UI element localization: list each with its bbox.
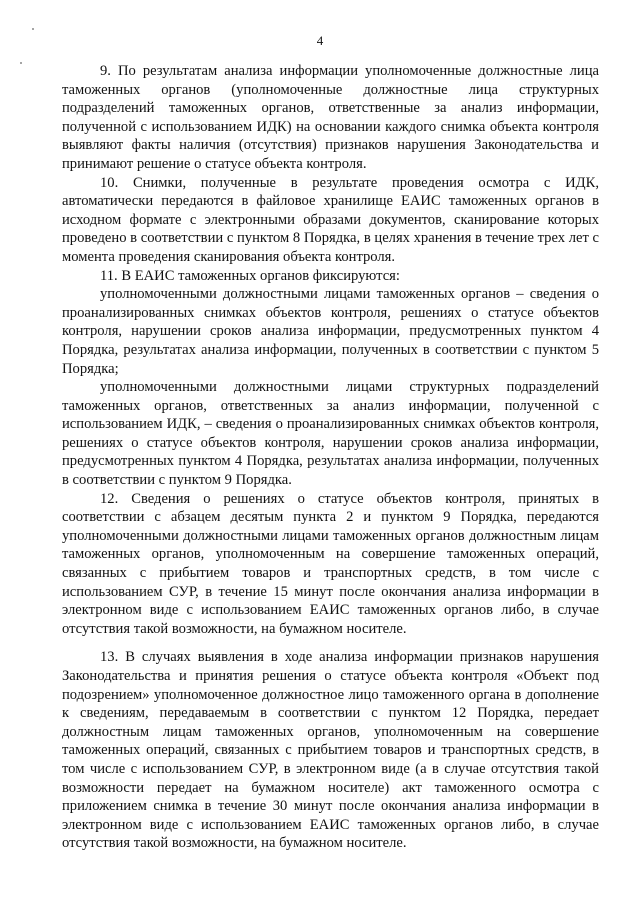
paragraph-13: 13. В случаях выявления в ходе анализа информации признаков нарушения Законодательства и принятия решения о статусе объекта контроля «Объект под подозрением» уполномоченное должностное лицо таможенного органа в дополнение к сведениям, передаваемым в соответствии с пунктом 12 Порядка, передает должностным лицам таможенных органов, уполномоченным на совершение таможенных операций, связанных с прибытием товаров и транспортных средств, в том числе с использованием СУР, в электронном виде (а в случае отсутствия такой возможности передает на бумажном носителе) акт таможенного осмотра с приложением снимка в течение 30 минут после окончания анализа информации в электронном виде с использованием ЕАИС таможенных органов либо, в случае отсутствия такой возможности, на бумажном носителе. <box>62 649 599 852</box>
paragraph-11: 11. В ЕАИС таможенных органов фиксируются: <box>100 267 400 284</box>
paragraph-11-item-1: уполномоченными должностными лицами таможенных органов – сведения о проанализированных снимках объектов контроля, решениях о статусе объектов контроля, нарушении сроков анализа информации, предусмотренных пунктом 4 Порядка, результатах анализа информации, полученных в соответствии с пунктом 5 Порядка; <box>62 286 599 377</box>
paragraph-12: 12. Сведения о решениях о статусе объектов контроля, принятых в соответствии с абзацем десятым пункта 2 и пунктом 9 Порядка, передаются уполномоченными должностными лицами таможенных органов должностным лицам таможенных органов, уполномоченным на совершение таможенных операций, связанных с прибытием товаров и транспортных средств, в том числе с использованием СУР, в течение 15 минут после окончания анализа информации в электронном виде с использованием ЕАИС таможенных органов либо, в случае отсутствия такой возможности, на бумажном носителе. <box>62 490 599 637</box>
page-number: 4 <box>316 33 324 48</box>
paragraph-10: 10. Снимки, полученные в результате проведения осмотра с ИДК, автоматически передаются в файловое хранилище ЕАИС таможенных органов в исходном формате с электронными образами документов, сканирование которых проведено в соответствии с пунктом 8 Порядка, в целях хранения в течение трех лет с момента проведения сканирования объекта контроля. <box>62 174 599 265</box>
document-body <box>62 62 599 853</box>
paragraph-11-item-2: уполномоченными должностными лицами структурных подразделений таможенных органов, ответственных за анализ информации, полученной с использованием ИДК, – сведения о проанализированных снимках объектов контроля, решениях о статусе объектов контроля, нарушении сроков анализа информации, предусмотренных пунктом 4 Порядка, результатах анализа информации, полученных в соответствии с пунктом 9 Порядка. <box>62 379 599 489</box>
scan-speck <box>20 62 22 64</box>
scan-speck <box>32 28 34 30</box>
paragraph-9: 9. По результатам анализа информации уполномоченные должностные лица таможенных органов (уполномоченные должностные лица структурных подразделений таможенных органов, ответственные за анализ информации, полученной с использованием ИДК) на основании каждого снимка объекта контроля выявляют факты наличия (отсутствия) признаков нарушения Законодательства и принимают решение о статусе объекта контроля. <box>62 63 599 172</box>
